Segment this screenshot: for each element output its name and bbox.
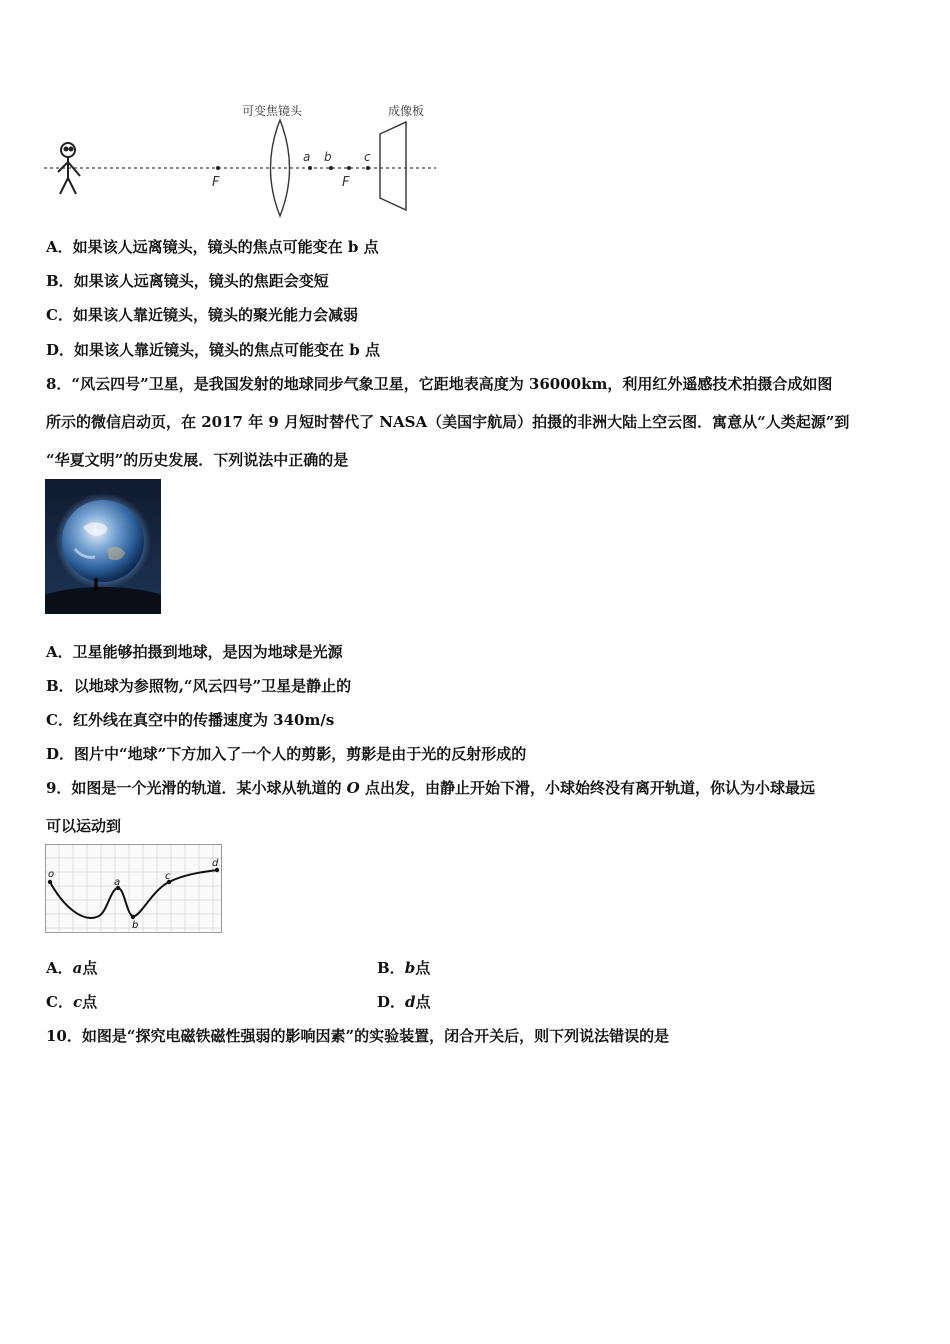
focal-point-left [216, 166, 220, 170]
point-c-label: c [364, 150, 371, 164]
point-b [329, 166, 333, 170]
q9-stem-line2: 可以运动到 [46, 817, 122, 835]
q7-option-c: C．如果该人靠近镜头，镜头的聚光能力会减弱 [46, 306, 358, 324]
q8-option-a: A．卫星能够拍摄到地球，是因为地球是光源 [46, 643, 343, 661]
q8-stem-line3: “华夏文明”的历史发展．下列说法中正确的是 [46, 451, 349, 469]
point-c [366, 166, 370, 170]
earth-image [45, 479, 161, 614]
focal-point-right [347, 166, 351, 170]
lens-label: 可变焦镜头 [242, 104, 303, 118]
q9-option-d: D．d点 [377, 993, 431, 1011]
track-point-b [131, 915, 135, 919]
q7-option-d: D．如果该人靠近镜头，镜头的焦点可能变在 b 点 [46, 341, 380, 359]
track-diagram [45, 844, 223, 934]
q7-option-a: A．如果该人远离镜头，镜头的焦点可能变在 b 点 [46, 238, 379, 256]
earth-globe [62, 500, 144, 582]
q8-stem-line2: 所示的微信启动页，在 2017 年 9 月短时替代了 NASA（美国宇航局）拍摄的非洲大陆上空云图．寓意从“人类起源”到 [46, 413, 850, 431]
q9-option-c: C．c点 [46, 993, 98, 1011]
track-label-a: a [114, 877, 121, 888]
q8-option-d: D．图片中“地球”下方加入了一个人的剪影，剪影是由于光的反射形成的 [46, 745, 527, 763]
point-a [308, 166, 312, 170]
q8-option-b: B．以地球为参照物,“风云四号”卫星是静止的 [46, 677, 352, 695]
point-a-label: a [303, 150, 311, 164]
q8-option-c: C．红外线在真空中的传播速度为 340m/s [46, 711, 335, 729]
track-label-c: c [165, 871, 171, 882]
q10-stem-line1: 10．如图是“探究电磁铁磁性强弱的影响因素”的实验装置，闭合开关后，则下列说法错误的是 [46, 1027, 670, 1045]
person-silhouette-icon [94, 578, 98, 591]
point-b-label: b [324, 150, 332, 164]
q7-option-b: B．如果该人远离镜头，镜头的焦距会变短 [46, 272, 329, 290]
track-label-o: o [48, 869, 55, 880]
focal-label-right: F [342, 175, 350, 190]
track-label-b: b [132, 920, 139, 931]
lens-diagram [44, 98, 440, 218]
q9-option-a: A．a点 [46, 959, 98, 977]
screen-label: 成像板 [388, 104, 425, 118]
track-label-d: d [212, 858, 219, 869]
q8-stem-line1: 8．“风云四号”卫星，是我国发射的地球同步气象卫星，它距地表高度为 36000km，利用红外遥感技术拍摄合成如图 [46, 375, 833, 393]
q9-stem-line1: 9．如图是一个光滑的轨道．某小球从轨道的 O 点出发，由静止开始下滑，小球始终没有离开轨道，你认为小球最远 [46, 779, 815, 797]
track-point-o [48, 880, 52, 884]
focal-label-left: F [212, 175, 220, 190]
imaging-board [380, 122, 406, 210]
q9-option-b: B．b点 [377, 959, 431, 977]
